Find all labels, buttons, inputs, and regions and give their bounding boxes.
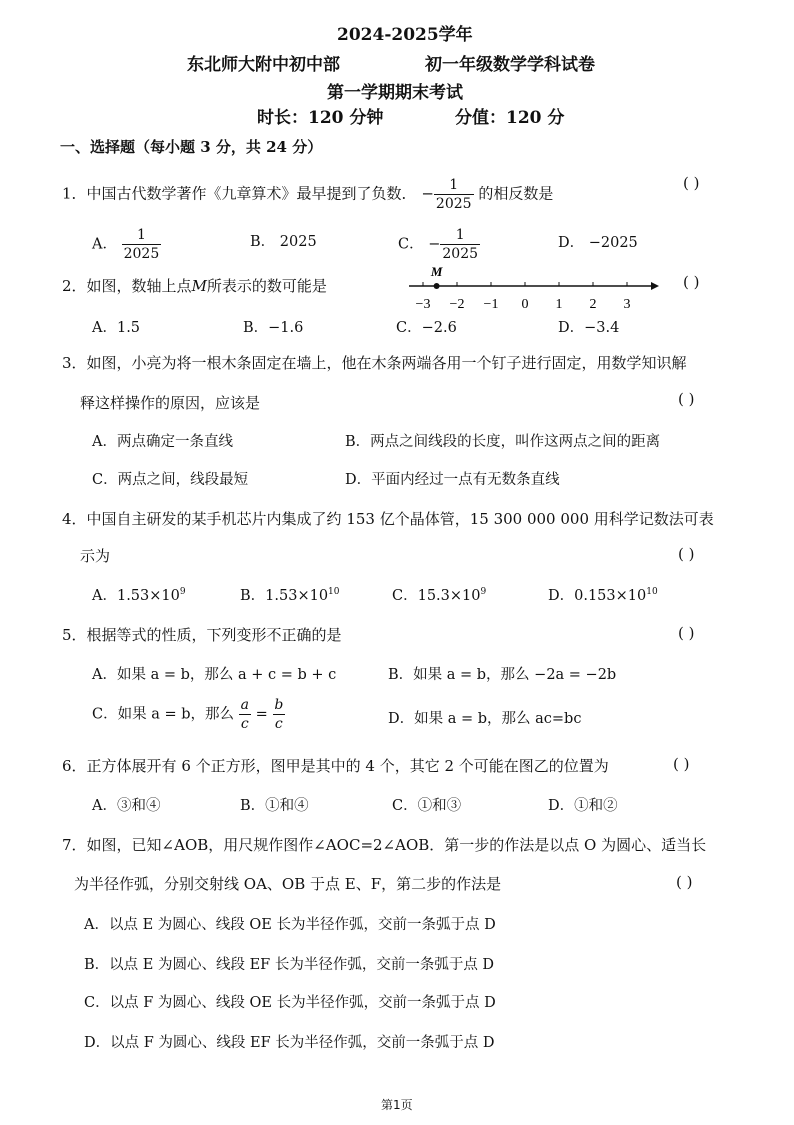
question-3-line-2: 释这样操作的原因，应该是 [80,394,261,412]
question-number: 1． [62,184,87,203]
exam-term: 第一学期期末考试 [327,83,463,103]
option-b: B．如果 a = b，那么 −2a = −2b [388,667,617,683]
section-title: 一、选择题（每小题 3 分，共 24 分） [60,138,323,156]
fraction-denominator: 2025 [435,196,472,212]
option-c: C．−2.6 [396,320,457,336]
question-5 [62,624,342,645]
question-7-line-2: 为半径作弧，分别交射线 OA、OB 于点 E、F，第二步的作法是 [74,875,502,893]
fraction-denominator: c [240,716,249,732]
school-name: 东北师大附中初中部 [187,55,340,75]
fraction-numerator: a [240,697,249,713]
option-d: D．①和② [548,798,618,814]
option-d: D．以点 F 为圆心、线段 EF 长为半径作弧，交前一条弧于点 D [84,1035,495,1051]
option-text: A．1.53×10 [92,588,180,604]
fraction [434,176,474,213]
fraction [239,696,251,733]
fraction [122,226,162,263]
point-m [434,283,440,289]
question-number: 5． [62,626,87,644]
answer-bracket[interactable]: ( ) [678,545,695,563]
question-text: 如图，已知∠AOB，用尺规作图作∠AOC=2∠AOB．第一步的作法是以点 O 为圆心、适当长 [86,836,707,854]
option-a: A．1.5 [92,320,141,336]
number-line-tick-label: 2 [589,297,597,312]
fraction-denominator: c [274,716,283,732]
option-b: B．①和④ [240,798,309,814]
option-c: C．①和③ [392,798,462,814]
option-c: C．以点 F 为圆心、线段 OE 长为半径作弧，交前一条弧于点 D [84,995,496,1011]
option-c [92,696,285,733]
question-4-line-2: 示为 [80,547,111,565]
question-text: 根据等式的性质，下列变形不正确的是 [86,626,342,644]
question-4 [62,508,714,529]
option-label: C． [398,236,424,253]
exam-score: 分值：120 分 [455,108,565,128]
question-2 [62,275,327,296]
question-number: 6． [62,757,87,775]
number-line-tick-label: 3 [623,297,631,312]
question-number: 3． [62,354,87,372]
minus-sign: − [421,184,434,203]
option-a [92,584,186,605]
option-a: A．③和④ [92,798,161,814]
fraction [440,226,480,263]
minus-sign: − [428,236,441,253]
fraction-numerator: 1 [449,177,459,193]
option-d: D．平面内经过一点有无数条直线 [345,472,560,488]
option-text: C．15.3×10 [392,588,481,604]
fraction-numerator: b [274,697,284,713]
number-line-tick-label: 0 [521,297,529,312]
question-text: 如图，小亮为将一根木条固定在墙上，他在木条两端各用一个钉子进行固定，用数学知识解 [86,354,687,372]
option-d: D．−3.4 [558,320,620,336]
question-text-after: 的相反数是 [478,184,554,203]
number-line-diagram [405,262,663,318]
option-b: B．以点 E 为圆心、线段 EF 长为半径作弧，交前一条弧于点 D [84,957,495,973]
exponent: 10 [646,587,658,598]
question-3 [62,352,687,373]
option-text: D．0.153×10 [548,588,647,604]
option-d [548,584,658,605]
answer-bracket[interactable]: ( ) [678,390,695,408]
fraction-denominator: 2025 [442,246,479,262]
question-text: 正方体展开有 6 个正方形，图甲是其中的 4 个，其它 2 个可能在图乙的位置为 [86,757,609,775]
option-a: A．以点 E 为圆心、线段 OE 长为半径作弧，交前一条弧于点 D [84,917,496,933]
question-6 [62,755,609,776]
question-text: 中国自主研发的某手机芯片内集成了约 153 亿个晶体管，15 300 000 000 用科学记数法可表 [86,510,714,528]
question-number: 7． [62,836,87,854]
option-b: B．两点之间线段的长度，叫作这两点之间的距离 [345,434,661,450]
answer-bracket[interactable]: ( ) [683,174,700,192]
exam-duration: 时长：120 分钟 [257,108,384,128]
answer-bracket[interactable]: ( ) [676,873,693,891]
question-text-after: 所表示的数可能是 [206,277,327,295]
fraction-numerator: 1 [136,227,146,243]
option-d: D．如果 a = b，那么 ac=bc [388,711,582,727]
option-b: B． 2025 [250,234,317,250]
option-b: B．−1.6 [243,320,304,336]
option-c [392,584,486,605]
exponent: 10 [328,587,340,598]
question-text: 中国古代数学著作《九章算术》最早提到了负数． [86,184,417,203]
page-number: 第1页 [381,1098,413,1112]
answer-bracket[interactable]: ( ) [673,755,690,773]
exam-subject: 初一年级数学学科试卷 [425,55,595,75]
question-text: 如图，数轴上点 [86,277,192,295]
fraction-numerator: 1 [455,227,465,243]
option-a: A．两点确定一条直线 [92,434,233,450]
exponent: 9 [179,587,186,598]
variable-m: M [191,277,207,295]
answer-bracket[interactable]: ( ) [678,624,695,642]
number-line-tick-label: 1 [555,297,563,312]
question-number: 4． [62,510,87,528]
option-text: B．1.53×10 [240,588,329,604]
answer-bracket[interactable]: ( ) [683,273,700,291]
equals-sign: = [255,706,268,723]
number-line-tick-label: −2 [449,297,465,312]
arrow-right-icon [651,282,659,290]
option-d: D． −2025 [558,235,638,251]
question-1 [62,176,553,213]
fraction [272,696,285,733]
option-a [92,226,161,263]
exam-year: 2024-2025学年 [337,25,473,45]
point-m-label: M [430,264,443,279]
question-7 [62,834,706,855]
option-text: C．如果 a = b，那么 [92,706,234,723]
option-c: C．两点之间，线段最短 [92,472,249,488]
fraction-denominator: 2025 [123,246,160,262]
option-b [240,584,340,605]
exponent: 9 [480,587,487,598]
number-line-tick-label: −1 [483,297,499,312]
number-line-tick-label: −3 [415,297,431,312]
option-c [398,226,480,263]
question-number: 2． [62,277,87,295]
option-a: A．如果 a = b，那么 a + c = b + c [92,667,337,683]
option-label: A． [92,236,117,253]
